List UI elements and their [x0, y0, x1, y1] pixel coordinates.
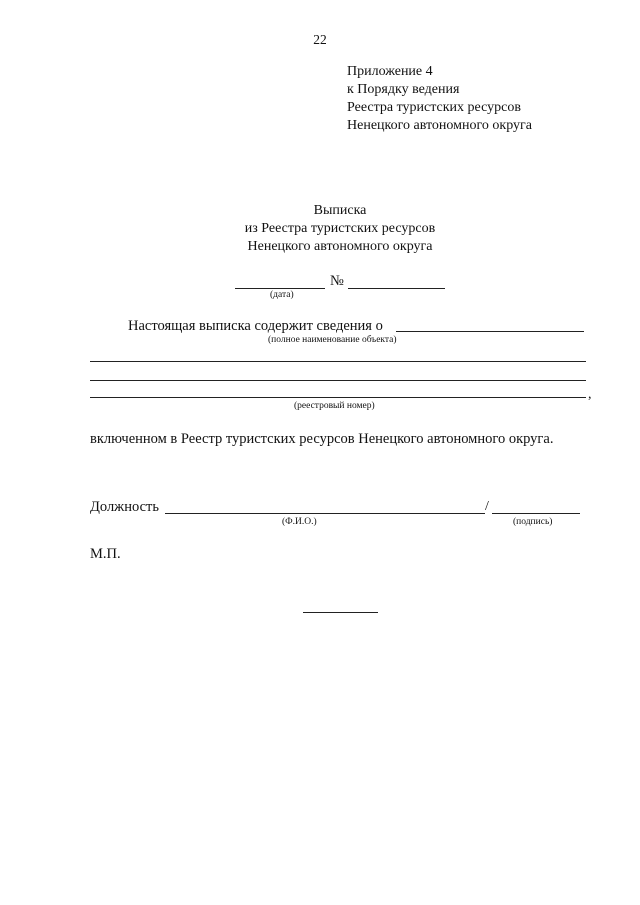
signature-blank-line [492, 513, 580, 514]
page-number: 22 [313, 32, 327, 47]
blank-line [90, 361, 586, 362]
trailing-comma: , [588, 387, 592, 402]
object-name-caption: (полное наименование объекта) [268, 335, 397, 345]
fio-caption: (Ф.И.О.) [282, 517, 317, 527]
title-line: из Реестра туристских ресурсов [244, 221, 436, 236]
number-blank-line [348, 288, 445, 289]
appendix-line: Реестра туристских ресурсов [347, 100, 521, 115]
appendix-line: Ненецкого автономного округа [347, 118, 532, 133]
appendix-header [347, 63, 532, 135]
closing-divider [303, 612, 378, 613]
intro-text: Настоящая выписка содержит сведения о [128, 318, 383, 334]
object-name-blank-line [396, 331, 584, 332]
document-title [190, 202, 490, 256]
registry-number-blank-line [90, 397, 586, 398]
appendix-line: к Порядку ведения [347, 82, 460, 97]
stamp-label: М.П. [90, 546, 121, 562]
date-caption: (дата) [270, 290, 294, 300]
slash: / [485, 499, 489, 514]
fio-blank-line [165, 513, 485, 514]
blank-line [90, 380, 586, 381]
title-line: Выписка [313, 203, 367, 218]
signature-caption: (подпись) [513, 517, 553, 527]
included-text: включенном в Реестр туристских ресурсов Ненецкого автономного округа. [90, 431, 554, 447]
date-blank-line [235, 288, 325, 289]
title-line: Ненецкого автономного округа [247, 239, 433, 254]
appendix-line: Приложение 4 [347, 64, 433, 79]
number-sign: № [330, 273, 344, 289]
position-label: Должность [90, 499, 159, 515]
registry-number-caption: (реестровый номер) [294, 401, 375, 411]
